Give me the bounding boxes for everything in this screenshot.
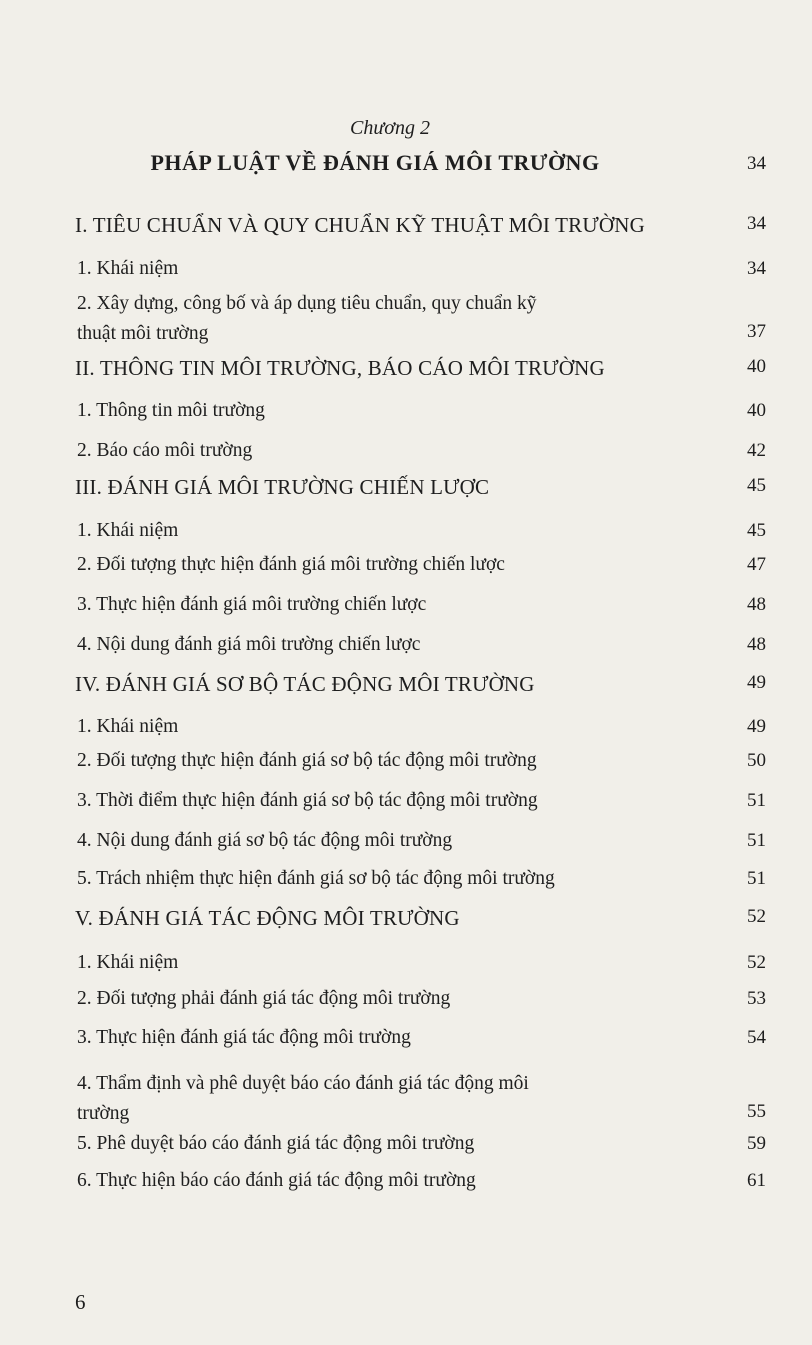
toc-entry-text: 1. Thông tin môi trường [77,400,265,421]
toc-section [0,213,812,237]
toc-entry-page: 49 [747,672,766,693]
toc-item [0,830,812,851]
toc-entry-page: 51 [747,790,766,811]
toc-item [0,594,812,615]
toc-entry-text: 2. Đối tượng phải đánh giá tác động môi trường [77,988,451,1009]
toc-entry-page: 37 [747,321,766,342]
toc-item [0,952,812,973]
toc-item [0,868,812,889]
toc-entry-text: 1. Khái niệm [77,520,179,541]
toc-entry-text: II. THÔNG TIN MÔI TRƯỜNG, BÁO CÁO MÔI TRƯỜNG [75,356,605,380]
page-number: 6 [75,1290,86,1314]
toc-entry-page: 34 [747,258,766,279]
toc-entry-text: 1. Khái niệm [77,952,179,973]
toc-entry-page: 34 [747,213,766,234]
toc-entry-text: 2. Xây dựng, công bố và áp dụng tiêu chuẩn, quy chuẩn kỹ [77,293,537,314]
toc-entry-text: 2. Đối tượng thực hiện đánh giá môi trường chiến lược [77,554,505,575]
toc-entry-text: 1. Khái niệm [77,716,179,737]
toc-entry-text: 1. Khái niệm [77,258,179,279]
toc-entry-page: 40 [747,356,766,377]
toc-section [0,672,812,696]
toc-item [0,520,812,541]
toc-entry-page: 48 [747,594,766,615]
toc-item [0,293,812,344]
toc-entry-page: 45 [747,520,766,541]
chapter-page: 34 [747,153,766,174]
toc-entry-text: 4. Thẩm định và phê duyệt báo cáo đánh giá tác động môi [77,1073,529,1094]
toc-entry-page: 54 [747,1027,766,1048]
toc-entry-page: 53 [747,988,766,1009]
toc-entry-text: III. ĐÁNH GIÁ MÔI TRƯỜNG CHIẾN LƯỢC [75,475,490,499]
toc-item [0,440,812,461]
toc-entry-page: 52 [747,906,766,927]
toc-entry-page: 55 [747,1101,766,1122]
chapter-title: PHÁP LUẬT VỀ ĐÁNH GIÁ MÔI TRƯỜNG [150,150,600,175]
toc-entry-page: 51 [747,868,766,889]
toc-entry-text: 2. Báo cáo môi trường [77,440,253,461]
toc-item [0,1133,812,1154]
toc-item [0,258,812,279]
toc-entry-page: 50 [747,750,766,771]
toc-item [0,554,812,575]
toc-entry-text-continued: trường [77,1103,130,1124]
toc-section [0,356,812,380]
toc-entry-text: 5. Trách nhiệm thực hiện đánh giá sơ bộ tác động môi trường [77,868,555,889]
toc-entry-text: 3. Thực hiện đánh giá tác động môi trường [77,1027,411,1048]
toc-entry-page: 40 [747,400,766,421]
toc-item [0,750,812,771]
toc-entry-text: 3. Thực hiện đánh giá môi trường chiến lược [77,594,427,615]
toc-entry-page: 61 [747,1170,766,1191]
toc-entry-text: V. ĐÁNH GIÁ TÁC ĐỘNG MÔI TRƯỜNG [75,906,460,930]
toc-entry-text: I. TIÊU CHUẨN VÀ QUY CHUẨN KỸ THUẬT MÔI TRƯỜNG [75,213,645,237]
toc-item [0,716,812,737]
toc-entry-page: 47 [747,554,766,575]
toc-item [0,400,812,421]
toc-entry-text: IV. ĐÁNH GIÁ SƠ BỘ TÁC ĐỘNG MÔI TRƯỜNG [75,672,535,696]
toc-entry-page: 59 [747,1133,766,1154]
toc-item [0,1170,812,1191]
chapter-label: Chương 2 [350,117,430,139]
toc-section [0,906,812,930]
toc-entry-text-continued: thuật môi trường [77,323,209,344]
toc-item [0,790,812,811]
toc-section [0,475,812,499]
toc-entry-text: 2. Đối tượng thực hiện đánh giá sơ bộ tác động môi trường [77,750,537,771]
toc-entry-page: 48 [747,634,766,655]
toc-item [0,1073,812,1124]
toc-entry-text: 4. Nội dung đánh giá sơ bộ tác động môi trường [77,830,453,851]
toc-entry-text: 4. Nội dung đánh giá môi trường chiến lược [77,634,421,655]
toc-entry-page: 45 [747,475,766,496]
toc-entry-text: 5. Phê duyệt báo cáo đánh giá tác động môi trường [77,1133,475,1154]
toc-entry-page: 42 [747,440,766,461]
toc-entry-text: 3. Thời điểm thực hiện đánh giá sơ bộ tác động môi trường [77,790,538,811]
toc-item [0,1027,812,1048]
toc-item [0,634,812,655]
toc-entry-text: 6. Thực hiện báo cáo đánh giá tác động môi trường [77,1170,476,1191]
toc-entry-page: 51 [747,830,766,851]
toc-entry-page: 49 [747,716,766,737]
toc-entry-page: 52 [747,952,766,973]
toc-item [0,988,812,1009]
